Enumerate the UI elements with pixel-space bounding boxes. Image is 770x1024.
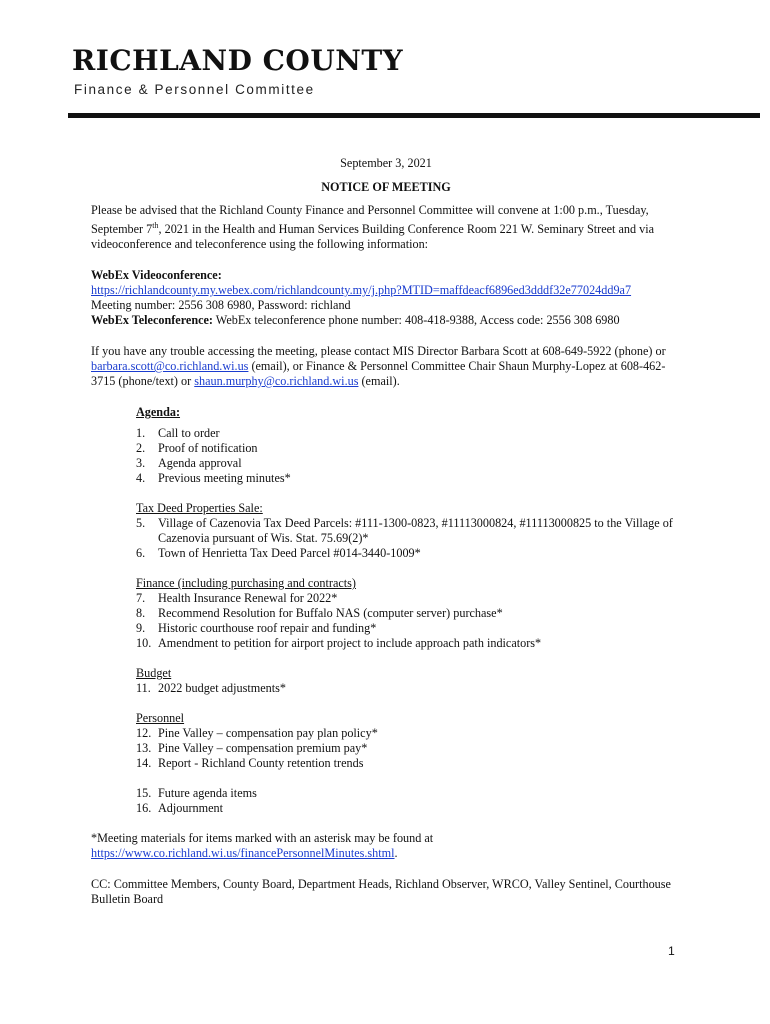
agenda-item-text: Report - Richland County retention trends	[158, 756, 364, 771]
agenda-item-text: Future agenda items	[158, 786, 257, 801]
agenda-item	[136, 801, 681, 816]
agenda-item-number: 6.	[136, 546, 146, 561]
agenda-item-text: 2022 budget adjustments*	[158, 681, 286, 696]
committee-subtitle: Finance & Personnel Committee	[74, 82, 315, 97]
budget-items-list	[136, 681, 681, 696]
agenda-item	[136, 636, 681, 651]
agenda-item-text: Proof of notification	[158, 441, 258, 456]
agenda-item	[136, 741, 681, 756]
agenda-item-number: 1.	[136, 426, 146, 441]
finance-items-list	[136, 591, 681, 651]
tax-deed-heading: Tax Deed Properties Sale:	[136, 501, 263, 516]
trouble-paragraph	[91, 344, 681, 389]
closing-items-list	[136, 786, 681, 816]
agenda-item-text: Recommend Resolution for Buffalo NAS (computer server) purchase*	[158, 606, 503, 621]
agenda-item	[136, 516, 681, 546]
organization-title: RICHLAND COUNTY	[72, 44, 404, 77]
agenda-item	[136, 546, 681, 561]
agenda-item	[136, 591, 681, 606]
agenda-item-number: 15.	[136, 786, 152, 801]
agenda-item-text: Adjournment	[158, 801, 223, 816]
trouble-text-2: (email), or Finance & Personnel Committee Chair Shaun Murphy-Lopez at 608-462-3715 (phone/text) or	[91, 359, 666, 389]
agenda-item-number: 4.	[136, 471, 146, 486]
document-body	[91, 156, 681, 907]
finance-heading: Finance (including purchasing and contracts)	[136, 576, 356, 591]
agenda-item-number: 7.	[136, 591, 146, 606]
agenda-item-text: Call to order	[158, 426, 220, 441]
notice-heading: NOTICE OF MEETING	[321, 180, 451, 194]
cc-list: CC: Committee Members, County Board, Department Heads, Richland Observer, WRCO, Valley Sentinel, Courthouse Bulletin Board	[91, 877, 671, 907]
agenda-item-text: Village of Cazenovia Tax Deed Parcels: #111-1300-0823, #11113000824, #11113000825 to the Village of Cazenovia pursuant of Wis. Stat. 75.69(2)*	[158, 516, 673, 546]
agenda-item-number: 5.	[136, 516, 146, 531]
teleconference-info: WebEx teleconference phone number: 408-418-9388, Access code: 2556 308 6980	[212, 313, 620, 328]
agenda-item-number: 11.	[136, 681, 151, 696]
agenda-item	[136, 456, 681, 471]
agenda-item	[136, 681, 681, 696]
agenda-item-text: Pine Valley – compensation premium pay*	[158, 741, 368, 756]
agenda-item	[136, 426, 681, 441]
notice-date: September 3, 2021	[340, 156, 432, 170]
agenda-item-number: 8.	[136, 606, 146, 621]
agenda-item	[136, 606, 681, 621]
agenda-section	[136, 405, 681, 816]
agenda-item-text: Agenda approval	[158, 456, 242, 471]
agenda-item-number: 3.	[136, 456, 146, 471]
agenda-item-number: 13.	[136, 741, 152, 756]
agenda-item-number: 12.	[136, 726, 152, 741]
webex-label: WebEx Videoconference:	[91, 268, 222, 283]
shaun-email-link[interactable]: shaun.murphy@co.richland.wi.us	[194, 374, 359, 389]
teleconference-label: WebEx Teleconference:	[91, 313, 213, 328]
intro-paragraph	[91, 203, 681, 252]
agenda-item	[136, 756, 681, 771]
materials-period: .	[394, 846, 398, 861]
intro-superscript: th	[152, 221, 159, 230]
agenda-item-text: Historic courthouse roof repair and funding*	[158, 621, 377, 636]
agenda-item-text: Previous meeting minutes*	[158, 471, 291, 486]
agenda-item-text: Pine Valley – compensation pay plan policy*	[158, 726, 378, 741]
budget-heading: Budget	[136, 666, 172, 681]
materials-note-text: *Meeting materials for items marked with an asterisk may be found at	[91, 831, 434, 846]
agenda-item-number: 16.	[136, 801, 152, 816]
agenda-item-number: 2.	[136, 441, 146, 456]
agenda-item-number: 10.	[136, 636, 152, 651]
agenda-item	[136, 621, 681, 636]
agenda-item-number: 9.	[136, 621, 146, 636]
meeting-info: Meeting number: 2556 308 6980, Password: richland	[91, 298, 351, 313]
agenda-item	[136, 441, 681, 456]
agenda-item	[136, 786, 681, 801]
page-number: 1	[668, 944, 675, 958]
trouble-text-1: If you have any trouble accessing the meeting, please contact MIS Director Barbara Scott at 608-649-5922 (phone) or	[91, 344, 666, 359]
trouble-text-3: (email).	[358, 374, 400, 389]
webex-block	[91, 268, 681, 328]
agenda-item-number: 14.	[136, 756, 152, 771]
materials-note	[91, 831, 681, 846]
general-items-list	[136, 426, 681, 486]
intro-text-1: Please be advised that the Richland County Finance and Personnel Committee will convene at 1:00 p.m., Tuesday, September 7	[91, 203, 649, 237]
header-rule	[68, 113, 760, 118]
agenda-item	[136, 726, 681, 741]
agenda-heading: Agenda:	[136, 405, 181, 420]
materials-link-line	[91, 846, 681, 861]
personnel-heading: Personnel	[136, 711, 185, 726]
personnel-items-list	[136, 726, 681, 771]
materials-link[interactable]: https://www.co.richland.wi.us/financePersonnelMinutes.shtml	[91, 846, 395, 861]
agenda-item-text: Town of Henrietta Tax Deed Parcel #014-3440-1009*	[158, 546, 421, 561]
intro-text-2: , 2021 in the Health and Human Services Building Conference Room 221 W. Seminary Street and via videoconference and teleconference using the following information:	[91, 222, 655, 252]
agenda-item-text: Health Insurance Renewal for 2022*	[158, 591, 338, 606]
agenda-item-text: Amendment to petition for airport project to include approach path indicators*	[158, 636, 542, 651]
barbara-email-link[interactable]: barbara.scott@co.richland.wi.us	[91, 359, 249, 374]
tax-items-list	[136, 516, 681, 561]
webex-link[interactable]: https://richlandcounty.my.webex.com/richlandcounty.my/j.php?MTID=maffdeacf6896ed3dddf32e77024dd9a7	[91, 283, 632, 298]
agenda-item	[136, 471, 681, 486]
